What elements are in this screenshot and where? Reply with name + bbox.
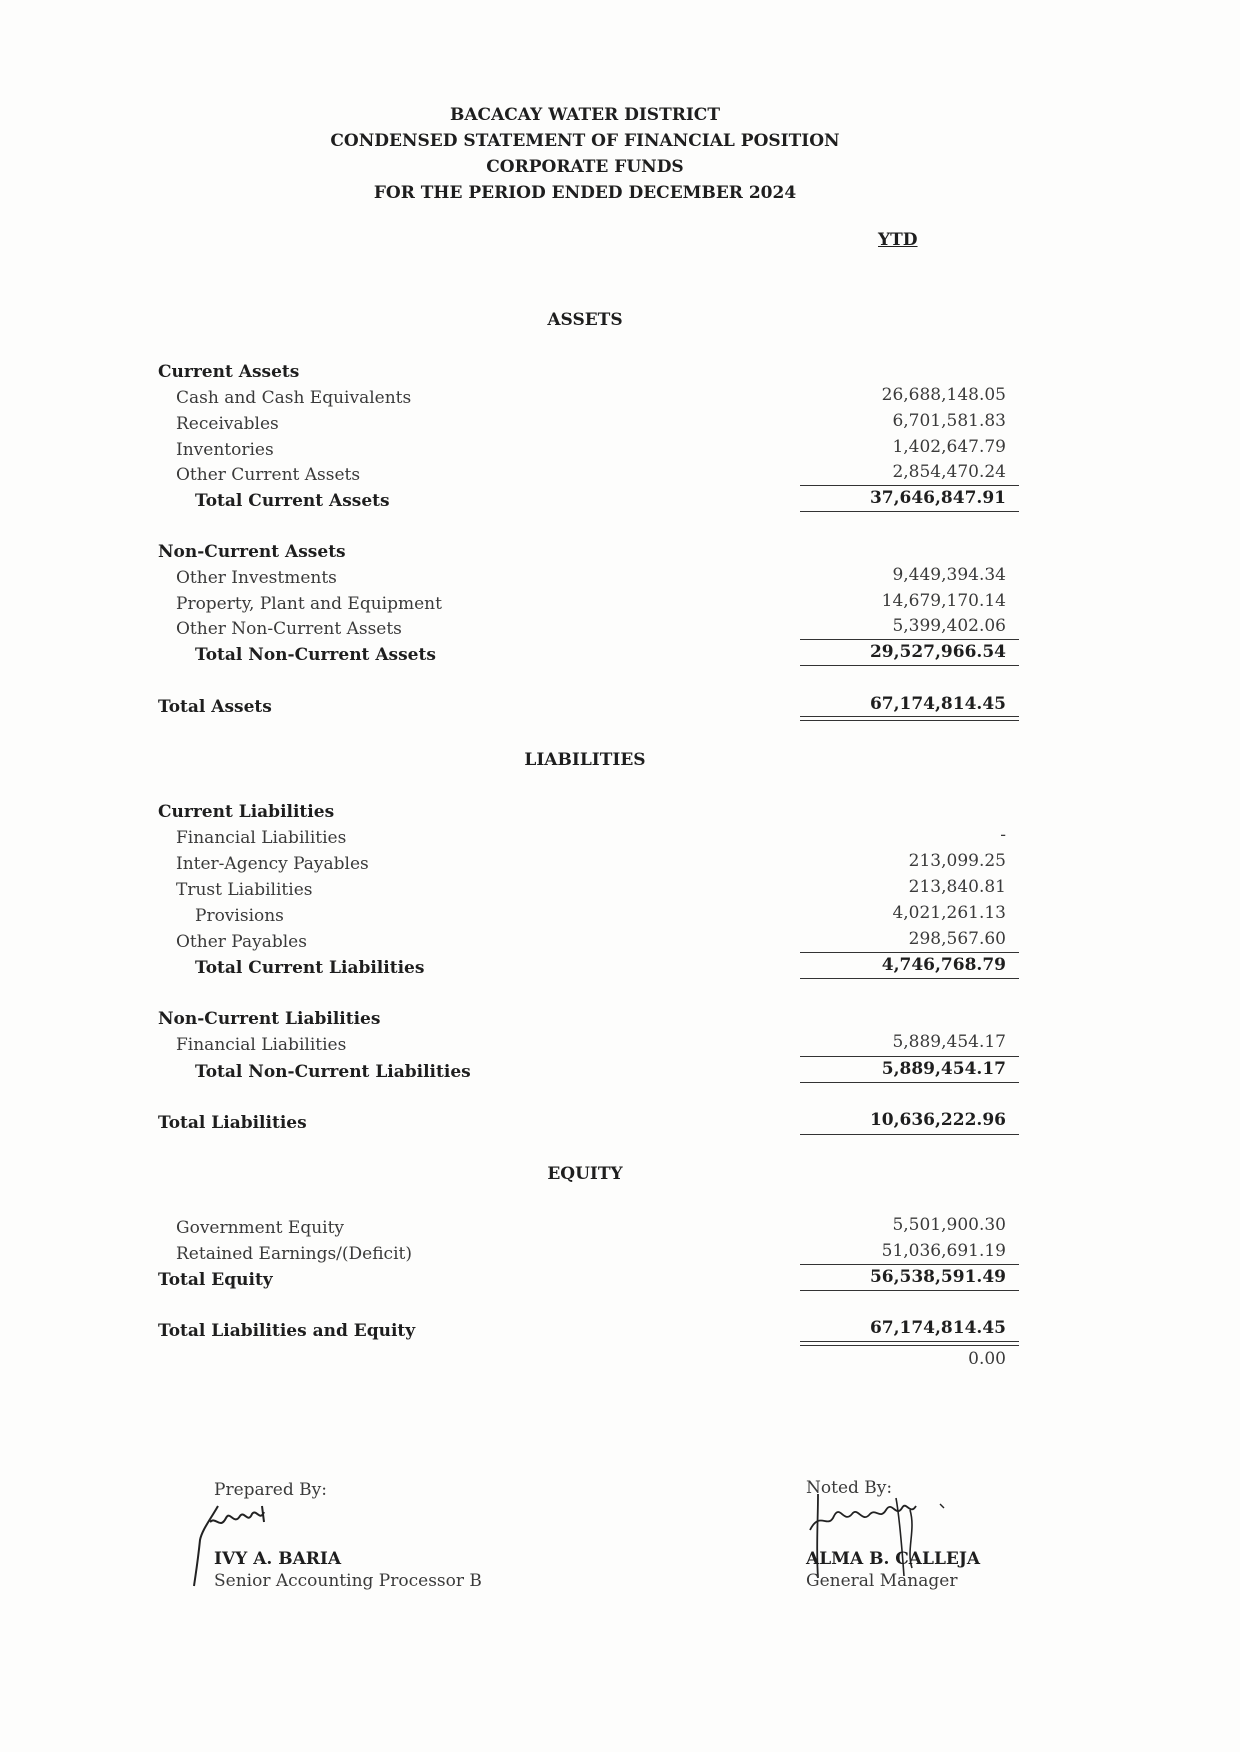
rule-line (800, 511, 1019, 512)
header-fund-type: CORPORATE FUNDS (486, 157, 684, 177)
rule-line (800, 665, 1019, 666)
total-liabilities-equity-value: 67,174,814.45 (869, 1318, 1006, 1338)
section-liabilities: LIABILITIES (524, 750, 646, 770)
other-current-assets-value: 2,854,470.24 (892, 462, 1006, 482)
nc-financial-liabilities-row (158, 1032, 1020, 1061)
nc-financial-liabilities-value: 5,889,454.17 (892, 1032, 1006, 1052)
cash-row (158, 385, 1020, 414)
rule-line (800, 485, 1019, 486)
header-period: FOR THE PERIOD ENDED DECEMBER 2024 (373, 183, 797, 203)
inventories-label: Inventories (176, 440, 274, 460)
total-assets-value: 67,174,814.45 (869, 694, 1006, 714)
inventories-value: 1,402,647.79 (892, 437, 1006, 457)
balance-check-value: 0.00 (968, 1349, 1006, 1369)
total-noncurrent-assets-value: 29,527,966.54 (869, 642, 1006, 662)
receivables-value: 6,701,581.83 (892, 411, 1006, 431)
rule-line (800, 1264, 1019, 1265)
ytd-column-label: YTD (878, 230, 918, 250)
rule-line (800, 1082, 1019, 1083)
total-noncurrent-assets-row (158, 642, 1020, 671)
retained-earnings-value: 51,036,691.19 (881, 1241, 1006, 1261)
total-current-assets-value: 37,646,847.91 (869, 488, 1006, 508)
other-payables-value: 298,567.60 (908, 929, 1006, 949)
ppe-value: 14,679,170.14 (881, 591, 1006, 611)
rule-line (800, 1056, 1019, 1057)
noncurrent-liabilities-heading: Non-Current Liabilities (158, 1009, 381, 1029)
noncurrent-assets-heading-row (158, 542, 1020, 568)
rule-line (800, 639, 1019, 640)
noted-by-name-block (806, 1549, 980, 1591)
interagency-payables-label: Inter-Agency Payables (176, 854, 369, 874)
retained-earnings-label: Retained Earnings/(Deficit) (176, 1244, 412, 1264)
total-current-liabilities-label: Total Current Liabilities (195, 958, 425, 978)
other-payables-label: Other Payables (176, 932, 307, 952)
total-liabilities-row (158, 1110, 1020, 1139)
government-equity-value: 5,501,900.30 (892, 1215, 1006, 1235)
noted-by-name: ALMA B. CALLEJA (806, 1549, 981, 1569)
header-org-name: BACACAY WATER DISTRICT (449, 105, 720, 125)
total-current-assets-label: Total Current Assets (195, 491, 390, 511)
provisions-label: Provisions (195, 906, 284, 926)
prepared-by-name-block (214, 1549, 482, 1591)
total-noncurrent-liabilities-label: Total Non-Current Liabilities (195, 1062, 471, 1082)
total-liabilities-equity-label: Total Liabilities and Equity (158, 1321, 416, 1341)
trust-liabilities-label: Trust Liabilities (176, 880, 313, 900)
total-equity-row (158, 1267, 1020, 1296)
total-liabilities-value: 10,636,222.96 (869, 1110, 1006, 1130)
header-statement-title: CONDENSED STATEMENT OF FINANCIAL POSITION (330, 131, 840, 151)
nc-financial-liabilities-label: Financial Liabilities (176, 1035, 347, 1055)
current-liabilities-heading-row (158, 802, 1020, 828)
trust-liabilities-value: 213,840.81 (908, 877, 1006, 897)
section-equity: EQUITY (547, 1164, 623, 1184)
cash-label: Cash and Cash Equivalents (176, 388, 412, 408)
noted-by-caption: Noted By: (806, 1478, 893, 1498)
current-liabilities-heading: Current Liabilities (158, 802, 335, 822)
provisions-row (158, 903, 1020, 932)
double-rule-line (800, 1341, 1019, 1346)
other-investments-value: 9,449,394.34 (892, 565, 1006, 585)
total-equity-label: Total Equity (158, 1270, 273, 1290)
noted-by-title: General Manager (806, 1571, 958, 1591)
total-current-assets-row (158, 488, 1020, 517)
total-noncurrent-liabilities-value: 5,889,454.17 (881, 1059, 1006, 1079)
total-noncurrent-assets-label: Total Non-Current Assets (195, 645, 436, 665)
other-noncurrent-assets-value: 5,399,402.06 (892, 616, 1006, 636)
interagency-payables-value: 213,099.25 (908, 851, 1006, 871)
rule-line (800, 1290, 1019, 1291)
double-rule-line (800, 716, 1019, 721)
other-noncurrent-assets-label: Other Non-Current Assets (176, 619, 402, 639)
trust-liabilities-row (158, 877, 1020, 906)
financial-liabilities-row (158, 825, 1020, 854)
rule-line (800, 952, 1019, 953)
prepared-by-caption: Prepared By: (214, 1480, 327, 1500)
inventories-row (158, 437, 1020, 466)
receivables-label: Receivables (176, 414, 279, 434)
receivables-row (158, 411, 1020, 440)
government-equity-label: Government Equity (176, 1218, 345, 1238)
total-liabilities-label: Total Liabilities (158, 1113, 307, 1133)
total-current-liabilities-row (158, 955, 1020, 984)
total-assets-label: Total Assets (158, 697, 272, 717)
prepared-by-name: IVY A. BARIA (214, 1549, 342, 1569)
total-noncurrent-liabilities-row (158, 1059, 1020, 1088)
rule-line (800, 978, 1019, 979)
noncurrent-liabilities-heading-row (158, 1009, 1020, 1035)
financial-liabilities-value: - (1000, 825, 1006, 845)
cash-value: 26,688,148.05 (881, 385, 1006, 405)
balance-check-row (158, 1349, 1020, 1378)
financial-liabilities-label: Financial Liabilities (176, 828, 347, 848)
ppe-row (158, 591, 1020, 620)
section-assets: ASSETS (547, 310, 623, 330)
other-investments-label: Other Investments (176, 568, 337, 588)
provisions-value: 4,021,261.13 (892, 903, 1006, 923)
rule-line (800, 1134, 1019, 1135)
other-current-assets-label: Other Current Assets (176, 465, 361, 485)
prepared-by-block (214, 1480, 327, 1500)
noncurrent-assets-heading: Non-Current Assets (158, 542, 346, 562)
prepared-by-title: Senior Accounting Processor B (214, 1571, 482, 1591)
document-header (0, 102, 1170, 206)
current-assets-heading: Current Assets (158, 362, 300, 382)
interagency-payables-row (158, 851, 1020, 880)
total-current-liabilities-value: 4,746,768.79 (881, 955, 1006, 975)
total-equity-value: 56,538,591.49 (869, 1267, 1006, 1287)
ppe-label: Property, Plant and Equipment (176, 594, 442, 614)
